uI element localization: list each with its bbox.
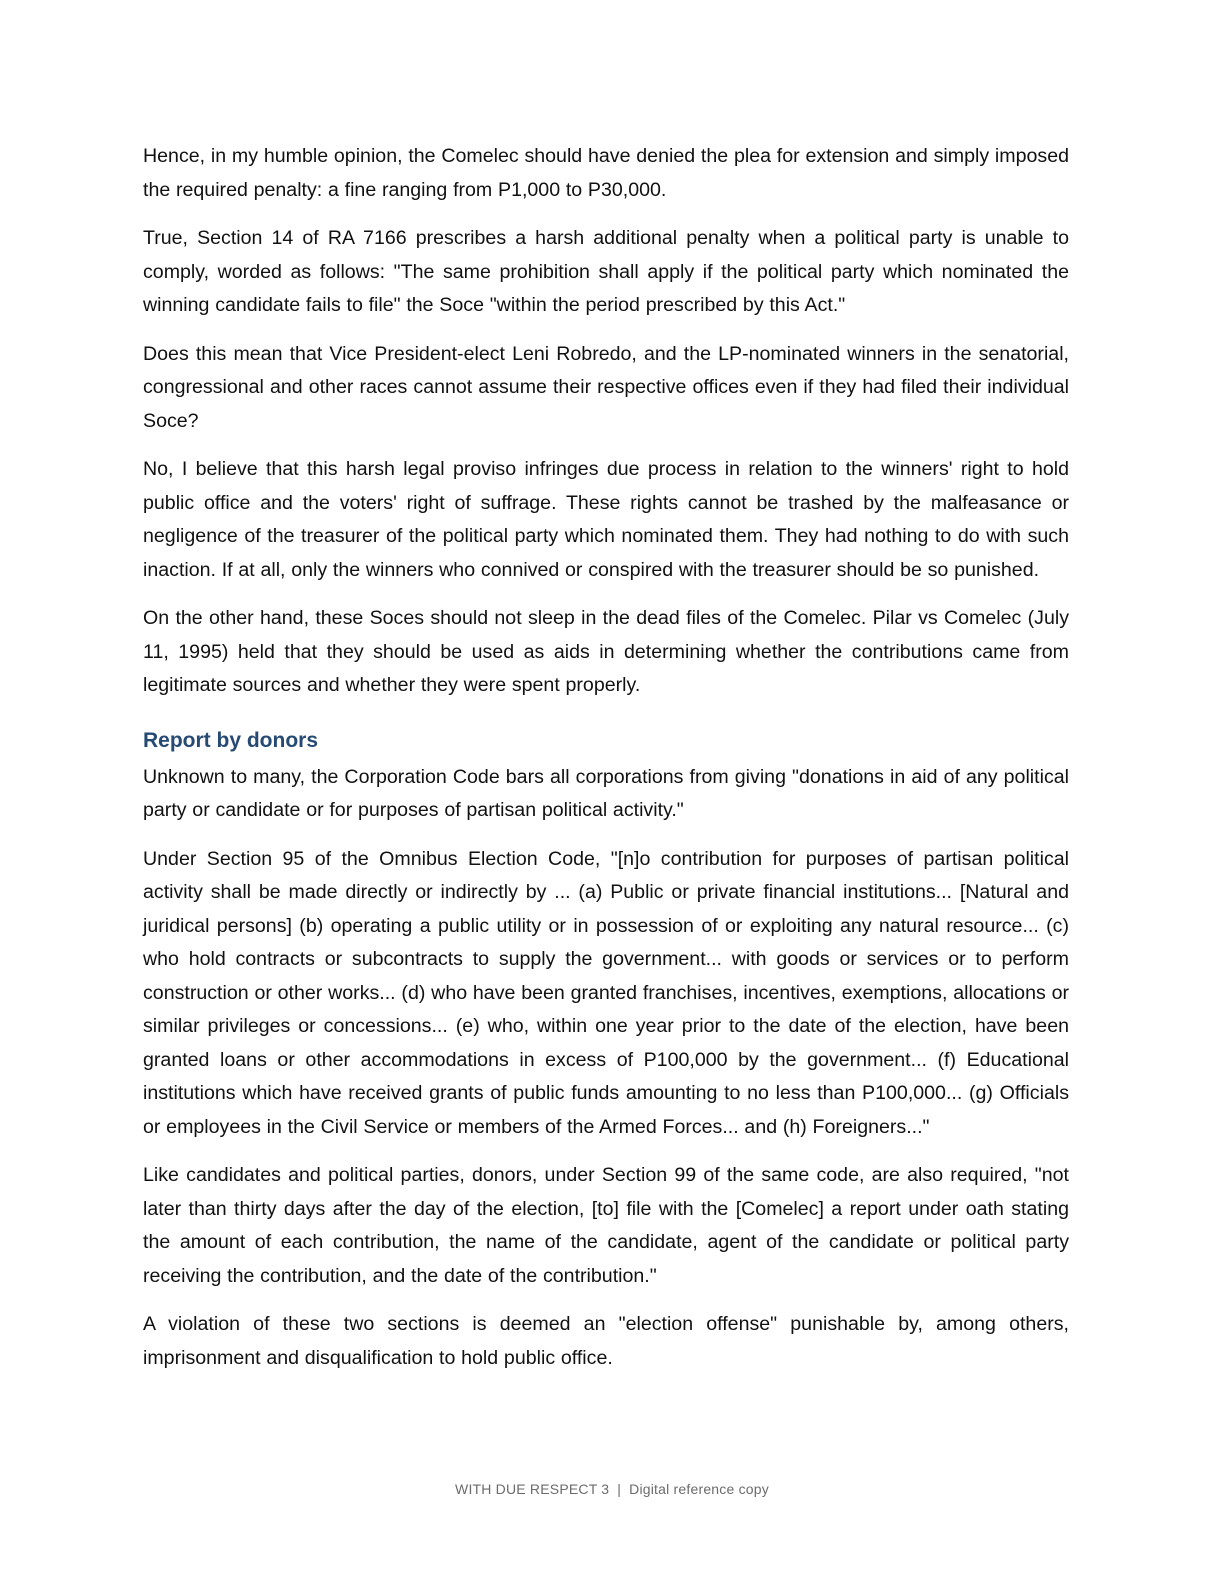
paragraph-election-offense: A violation of these two sections is deemed an "election offense" punishable by, among others, imprisonment and disqualification to hold public office.: [143, 1313, 1069, 1369]
paragraph-robredo-question: Does this mean that Vice President-elect Leni Robredo, and the LP-nominated winners in the senatorial, congressional and other races cannot assume their respective offices even if they had filed their individual Soce?: [143, 342, 1069, 432]
paragraph-section-99: Like candidates and political parties, donors, under Section 99 of the same code, are also required, "not later than thirty days after the day of the election, [to] file with the [Comelec] a report under oath stating the amount of each contribution, the name of the candidate, agent of the candidate or political party receiving the contribution, and the date of the contribution.": [143, 1164, 1069, 1287]
section-heading: Report by donors: [143, 728, 319, 752]
footer-title: WITH DUE RESPECT 3: [455, 1481, 610, 1497]
footer-separator: |: [617, 1481, 622, 1497]
paragraph-section-95: Under Section 95 of the Omnibus Election Code, "[n]o contribution for purposes of partisan political activity shall be made directly or indirectly by ... (a) Public or private financial institutions... [Natural and juridical persons] (b) operating a public utility or in possession of or exploiting any natural resource... (c) who hold contracts or subcontracts to supply the government... with goods or services or to perform construction or other works... (d) who have been granted franchises, incentives, exemptions, allocations or similar privileges or concessions... (e) who, within one year prior to the date of the election, have been granted loans or other accommodations in excess of P100,000 by the government... (f) Educational institutions which have received grants of public funds amounting to no less than P100,000... (g) Officials or employees in the Civil Service or members of the Armed Forces... and (h) Foreigners...": [143, 847, 1069, 1138]
page-footer: [0, 1479, 1224, 1499]
paragraph-pilar-vs-comelec: On the other hand, these Soces should not sleep in the dead files of the Comelec. Pilar vs Comelec (July 11, 1995) held that they should be used as aids in determining whether the contributions came from legitimate sources and whether they were spent properly.: [143, 607, 1069, 696]
paragraph-corporation-code: Unknown to many, the Corporation Code bars all corporations from giving "donations in aid of any political party or candidate or for purposes of partisan political activity.": [143, 765, 1069, 821]
document-body: [143, 140, 1069, 1390]
paragraph-section-14: True, Section 14 of RA 7166 prescribes a harsh additional penalty when a political party is unable to comply, worded as follows: "The same prohibition shall apply if the political party which nominated the winning candidate fails to file" the Soce "within the period prescribed by this Act.": [143, 227, 1069, 316]
footer-note: Digital reference copy: [629, 1481, 769, 1497]
paragraph-due-process: No, I believe that this harsh legal proviso infringes due process in relation to the winners' right to hold public office and the voters' right of suffrage. These rights cannot be trashed by the malfeasance or negligence of the treasurer of the political party which nominated them. They had nothing to do with such inaction. If at all, only the winners who connived or conspired with the treasurer should be so punished.: [143, 458, 1069, 581]
paragraph-penalty-opinion: Hence, in my humble opinion, the Comelec should have denied the plea for extension and simply imposed the required penalty: a fine ranging from P1,000 to P30,000.: [143, 145, 1069, 201]
